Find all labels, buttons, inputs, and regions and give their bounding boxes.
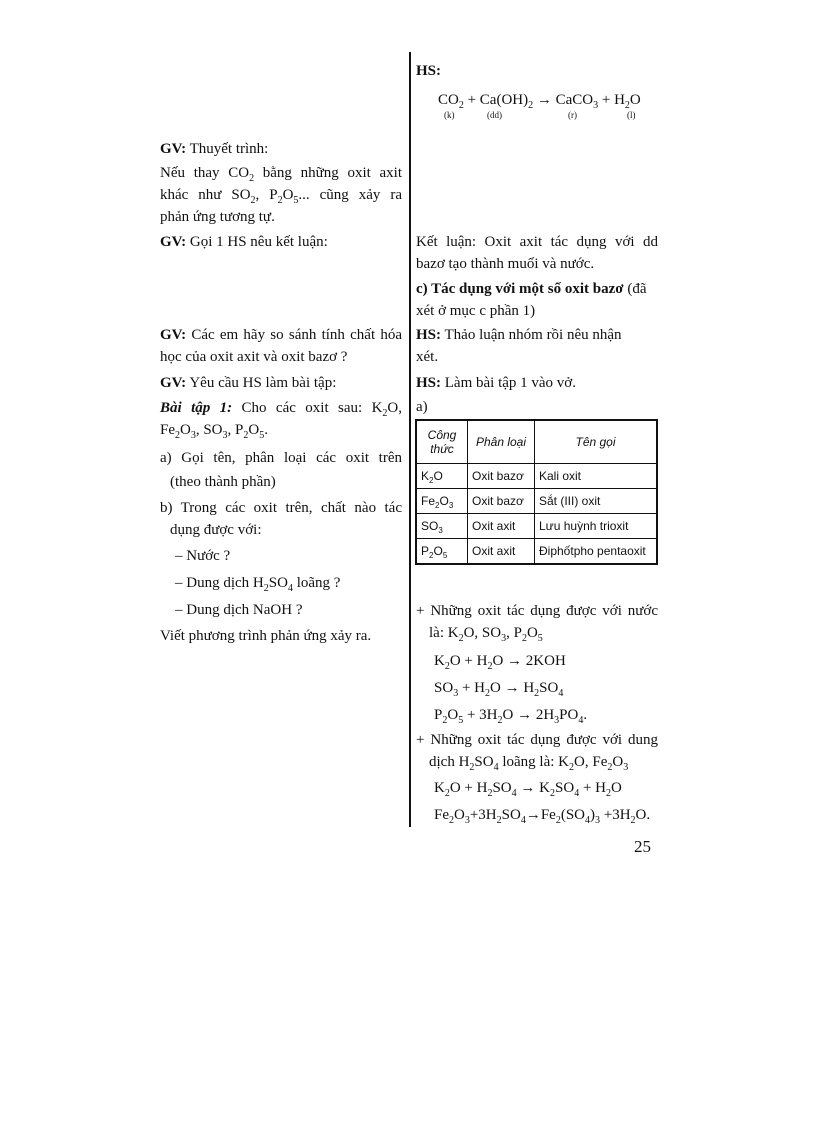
state-r: (r) [568, 110, 577, 120]
state-dd: (dd) [487, 110, 502, 120]
type-cell: Oxit bazơ [468, 489, 535, 514]
state-k: (k) [444, 110, 455, 120]
question-a-line-1: a) Gọi tên, phân loại các oxit trên [160, 450, 402, 466]
equation-p2o5-water: $P_2O_5 + 3H_2O \to 2H_3PO_4$. [434, 707, 588, 726]
table-row [416, 514, 657, 539]
para-replace-co2-line-1: Nếu thay $CO_2$ bằng những oxit axit [160, 165, 402, 184]
hs-discussion-line-2: xét. [416, 349, 439, 365]
hs-exercise: HS: Làm bài tập 1 vào vở. [416, 375, 576, 391]
conclusion-line-1: Kết luận: Oxit axit tác dụng với dd [416, 234, 658, 250]
gv-conclusion-request: GV: Gọi 1 HS nêu kết luận: [160, 234, 328, 250]
equation-so3-water: $SO_3 + H_2O \to H_2SO_4$ [434, 680, 564, 699]
table-header-row [416, 420, 657, 464]
oxide-table [415, 419, 658, 565]
table-row [416, 489, 657, 514]
column-divider [409, 52, 411, 827]
question-b-line-1: b) Trong các oxit trên, chất nào tác [160, 500, 402, 516]
hs-label-1: HS: [416, 63, 442, 79]
option-naoh: – Dung dịch NaOH ? [175, 602, 303, 618]
equation-co2-caoh2: $CO_2 + Ca(OH)_2$ → CaCO$_3$ + $H_2O$ [438, 92, 641, 111]
gv-compare-line-1: GV: Các em hãy so sánh tính chất hóa [160, 327, 402, 343]
section-c-heading: c) Tác dụng với một số oxit bazơ (đã [416, 281, 647, 297]
equation-k2o-water: $K_2O + H_2O \to 2KOH$ [434, 653, 566, 672]
write-equations-instruction: Viết phương trình phản ứng xảy ra. [160, 628, 372, 644]
answer-a-label: a) [416, 399, 428, 415]
header-formula: Công thức [416, 420, 468, 464]
table-row [416, 539, 657, 565]
exercise-1-line-2: $Fe_2O_3$, $SO_3$, $P_2O_5$. [160, 422, 268, 441]
option-water: – Nước ? [175, 548, 231, 564]
question-a-line-2: (theo thành phần) [170, 474, 276, 490]
type-cell: Oxit bazơ [468, 464, 535, 489]
option-h2so4: – Dung dịch $H_2SO_4$ loãng ? [175, 575, 341, 594]
formula-cell: $K_2O$ [416, 464, 468, 489]
section-c-line-2: xét ở mục c phần 1) [416, 303, 536, 319]
header-type: Phân loại [468, 420, 535, 464]
table-row [416, 464, 657, 489]
acid-reactive-line-1: + Những oxit tác dụng được với dung [416, 732, 658, 748]
conclusion-line-2: bazơ tạo thành muối và nước. [416, 256, 595, 272]
formula-cell: $P_2O_5$ [416, 539, 468, 565]
question-b-line-2: dụng được với: [170, 522, 262, 538]
para-replace-co2-line-3: phản ứng tương tự. [160, 209, 275, 225]
formula-cell: $Fe_2O_3$ [416, 489, 468, 514]
exercise-1-line-1: Bài tập 1: Cho các oxit sau: $K_2O$, [160, 400, 403, 419]
type-cell: Oxit axit [468, 539, 535, 565]
header-name: Tên gọi [535, 420, 658, 464]
name-cell: Kali oxit [535, 464, 658, 489]
name-cell: Điphốtpho pentaoxit [535, 539, 658, 565]
gv-compare-line-2: học của oxit axit và oxit bazơ ? [160, 349, 348, 365]
gv-lecture: GV: Thuyết trình: [160, 141, 269, 157]
gv-exercise-request: GV: Yêu cầu HS làm bài tập: [160, 375, 337, 391]
state-l: (l) [627, 110, 636, 120]
type-cell: Oxit axit [468, 514, 535, 539]
para-replace-co2-line-2: khác như $SO_2$, $P_2O_5$... cũng xảy ra [160, 187, 402, 206]
name-cell: Lưu huỳnh trioxit [535, 514, 658, 539]
formula-cell: $SO_3$ [416, 514, 468, 539]
hs-discussion: HS: Thảo luận nhóm rồi nêu nhận [416, 327, 622, 343]
acid-reactive-line-2: dịch $H_2SO_4$ loãng là: $K_2O$, $Fe_2O_3$ [429, 754, 629, 773]
equation-fe2o3-acid: $Fe_2O_3+3H_2SO_4\to Fe_2(SO_4)_3 +3H_2O$. [434, 807, 651, 826]
water-reactive-line-2: là: $K_2O$, $SO_3$, $P_2O_5$ [429, 625, 543, 644]
name-cell: Sắt (III) oxit [535, 489, 658, 514]
page-number: 25 [634, 837, 651, 856]
water-reactive-line-1: + Những oxit tác dụng được với nước [416, 603, 658, 619]
equation-k2o-acid: $K_2O + H_2SO_4 \to K_2SO_4 + H_2O$ [434, 780, 622, 799]
